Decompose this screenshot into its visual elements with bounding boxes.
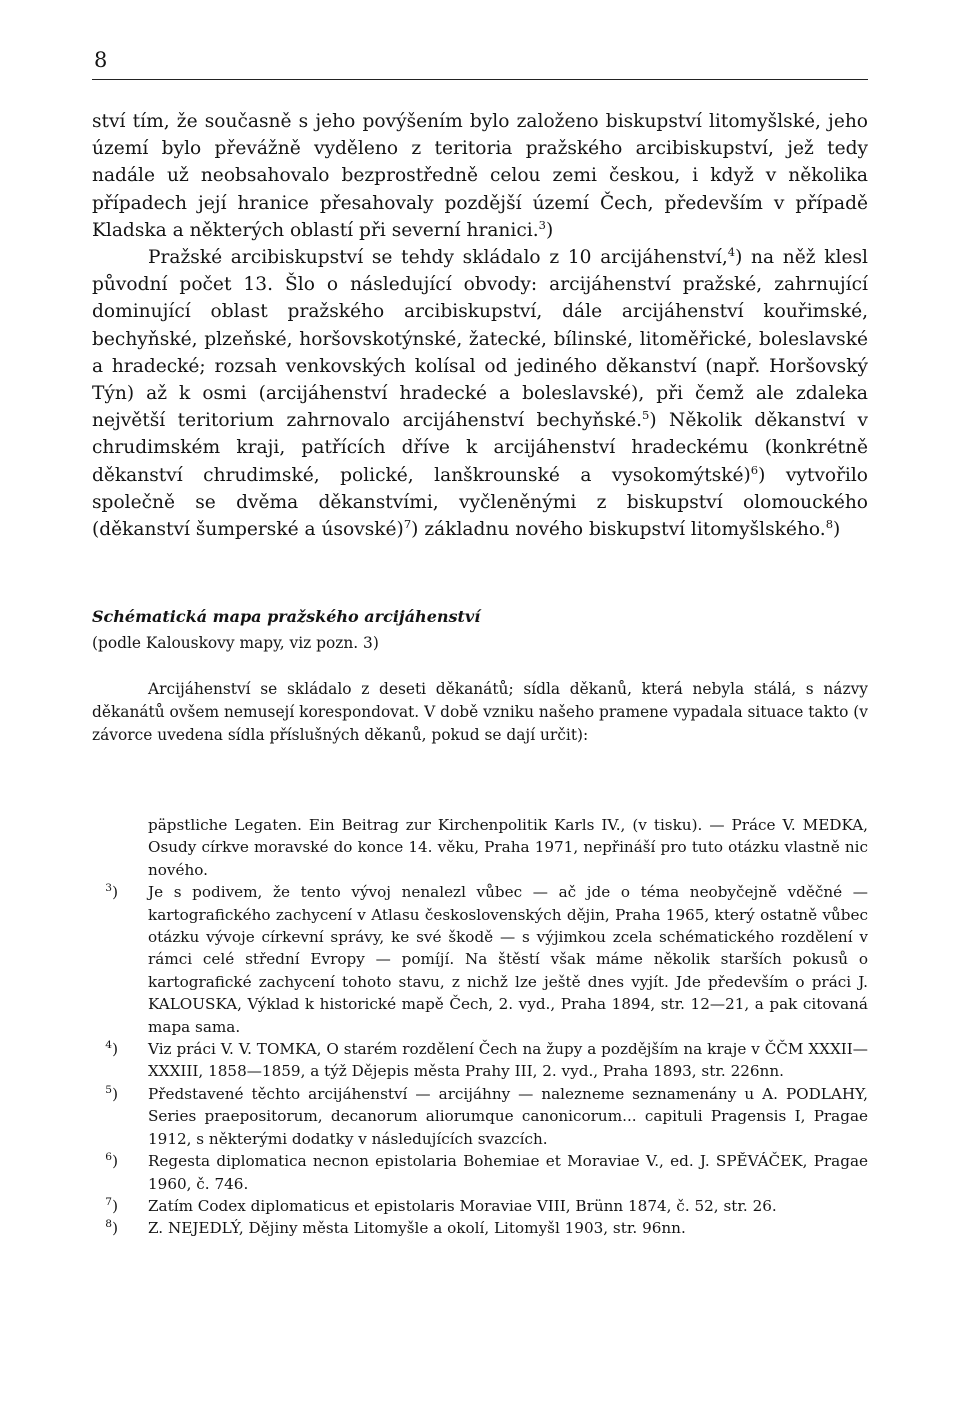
footnote-4 — [92, 1038, 868, 1083]
paragraph-2-text-b: na něž klesl původní počet 13. Šlo o následující obvody: arcijáhenství pražské, zahrnující dominující oblast pražského arcibiskupství, dále arcijáhenství kouřimské, bechyňské, plzeňské, horšovskotýnské, žatecké, bílinské, litoměřické, boleslavské a hradecké; rozsah venkovských kolísal od jediného děkanství (např. Horšovský Týn) až k osmi (arcijáhenství hradecké a boleslavské), při čemž ale zdaleka největší teritorium zahrnovalo arcijáhenství bechyňské. — [92, 247, 868, 432]
footnote-ref: 4 — [727, 244, 736, 259]
paragraph-2-text-c: Několik děkanství v chrudimském kraji, patřících dříve k arcijáhenství hradeckému (konkrétně děkanství chrudimské, polické, lanškrounské a vysokomýtské) — [92, 410, 868, 486]
paragraph-2-text-a: Pražské arcibiskupství se tehdy skládalo z 10 arcijáhenství, — [148, 247, 728, 269]
footnote-text: Z. NEJEDLÝ, Dějiny města Litomyšle a okolí, Litomyšl 1903, str. 96nn. — [148, 1219, 686, 1238]
paragraph-1-text: ství tím, že současně s jeho povýšením bylo založeno biskupství litomyšlské, jeho území bylo převážně vyděleno z teritoria pražského arcibiskupství, jež tedy nadále už neobsahovalo bezprostředně celou zemi českou, i když v několika případech její hranice přesahovaly pozdější území Čech, především v případě Kladska a některých oblastí při severní hranici. — [92, 111, 868, 241]
footnote-text: Představené těchto arcijáhenství — arcijáhny — nalezneme seznamenány u A. PODLAHY, Series praepositorum, decanorum aliorumque canonicorum... capituli Pragensis I, Pragae 1912, s některými dodatky v následujících svazcích. — [148, 1084, 868, 1148]
footnote-marker: $^5$) — [105, 1082, 118, 1103]
footnote-5 — [92, 1083, 868, 1150]
footnote-marker: $^8$) — [105, 1217, 118, 1238]
footnote-continuation: päpstliche Legaten. Ein Beitrag zur Kirchenpolitik Karls IV., (v tisku). — Práce V. MEDKA, Osudy církve moravské do konce 14. věku, Praha 1971, nepřináší pro tuto otázku vlastně nic nového. — [148, 816, 868, 879]
footnote-marker: $^3$) — [105, 881, 118, 902]
map-title: Schématická mapa pražského arcijáhenství — [92, 607, 481, 626]
paragraph-2: Pražské arcibiskupství se tehdy skládalo z 10 arcijáhenství,$^4$) na něž klesl původní počet 13. Šlo o následující obvody: arcijáhenství pražské, zahrnující dominující oblast pražského arcibiskupství, dále arcijáhenství kouřimské, bechyňské, plzeňské, horšovskotýnské, žatecké, bílinské, litoměřické, boleslavské a hradecké; rozsah venkovských kolísal od jediného děkanství (např. Horšovský Týn) až k osmi (arcijáhenství hradecké a boleslavské), při čemž ale zdaleka největší teritorium zahrnovalo arcijáhenství bechyňské.$^5$) Několik děkanství v chrudimském kraji, patřících dříve k arcijáhenství hradeckému (konkrétně děkanství chrudimské, polické, lanškrounské a vysokomýtské)$^6$) vytvořilo společně se dvěma děkanstvími, vyčleněnými z biskupství olomouckého (děkanství šumperské a úsovské)$^7$) základnu nového biskupství litomyšlského.$^8$) — [92, 244, 868, 541]
main-text — [92, 108, 868, 543]
footnote-text: Je s podivem, že tento vývoj nenalezl vůbec — ač jde o téma neobyčejně vděčné — kartografického zachycení v Atlasu československých dějin, Praha 1965, který ostatně vůbec otázku vývoje církevní správy, ke své škodě — s výjimkou zcela schématického rozdělení v rámci celé střední Evropy — pomíjí. Na štěstí však máme několik starších pokusů o kartografické zachycení tohoto stavu, z nichž lze ještě dnes vyjít. Jde především o práci J. KALOUSKA, Výklad k historické mapě Čech, 2. vyd., Praha 1894, str. 12—21, a pak citovaná mapa sama. — [148, 883, 868, 1036]
footnote-ref: 5 — [642, 408, 650, 423]
map-section-heading — [92, 604, 868, 656]
footnote-ref: 7 — [403, 516, 412, 531]
footnote-ref: 3 — [538, 217, 546, 232]
footnote-marker: $^4$) — [105, 1038, 118, 1059]
footnote-number: 6 — [105, 1150, 113, 1164]
paragraph-1: ství tím, že současně s jeho povýšením bylo založeno biskupství litomyšlské, jeho území bylo převážně vyděleno z teritoria pražského arcibiskupství, jež tedy nadále už neobsahovalo bezprostředně celou zemi českou, i když v několika případech její hranice přesahovaly pozdější území Čech, především v případě Kladska a některých oblastí při severní hranici.$^3$) — [92, 111, 868, 241]
footnote-8 — [92, 1217, 868, 1239]
footnote-ref: 8 — [825, 516, 834, 531]
footnote-6 — [92, 1150, 868, 1195]
footnote-number: 5 — [105, 1082, 113, 1096]
footnote-number: 3 — [105, 881, 113, 895]
paragraph-2-text-d: vytvořilo společně se dvěma děkanstvími, vyčleněnými z biskupství olomouckého (děkanství šumperské a úsovské) — [92, 464, 868, 541]
header-rule — [92, 79, 868, 80]
footnote-list — [92, 881, 868, 1240]
page-number: 8 — [94, 48, 108, 72]
footnote-ref: 6 — [750, 462, 759, 477]
paragraph-2-text-e: základnu nového biskupství litomyšlského. — [418, 519, 826, 541]
footnote-number: 8 — [105, 1217, 113, 1231]
footnote-number: 4 — [105, 1038, 113, 1051]
footnotes — [92, 814, 868, 1240]
footnote-text: Zatím Codex diplomaticus et epistolaris Moraviae VIII, Brünn 1874, č. 52, str. 26. — [148, 1196, 777, 1215]
footnote-marker: $^7$) — [105, 1194, 118, 1215]
footnote-marker: $^6$) — [105, 1150, 118, 1171]
map-subtitle: (podle Kalouskovy mapy, viz pozn. 3) — [92, 634, 379, 652]
footnote-text: Viz práci V. V. TOMKA, O starém rozdělení Čech na župy a pozdějším na kraje v ČČM XXXII—XXXIII, 1858—1859, a týž Dějepis města Prahy III, 2. vyd., Praha 1893, str. 226nn. — [148, 1040, 868, 1081]
footnote-3 — [92, 881, 868, 1038]
footnote-7 — [92, 1195, 868, 1217]
map-note: Arcijáhenství se skládalo z deseti děkanátů; sídla děkanů, která nebyla stálá, s názvy děkanátů ovšem nemusejí korespondovat. V době vzniku našeho pramene vypadala situace takto (v závorce uvedena sídla příslušných děkanů, pokud se dají určit): — [92, 680, 868, 744]
footnote-text: Regesta diplomatica necnon epistolaria Bohemiae et Moraviae V., ed. J. SPĚVÁČEK, Pragae 1960, č. 746. — [148, 1152, 868, 1193]
footnote-number: 7 — [105, 1194, 113, 1208]
